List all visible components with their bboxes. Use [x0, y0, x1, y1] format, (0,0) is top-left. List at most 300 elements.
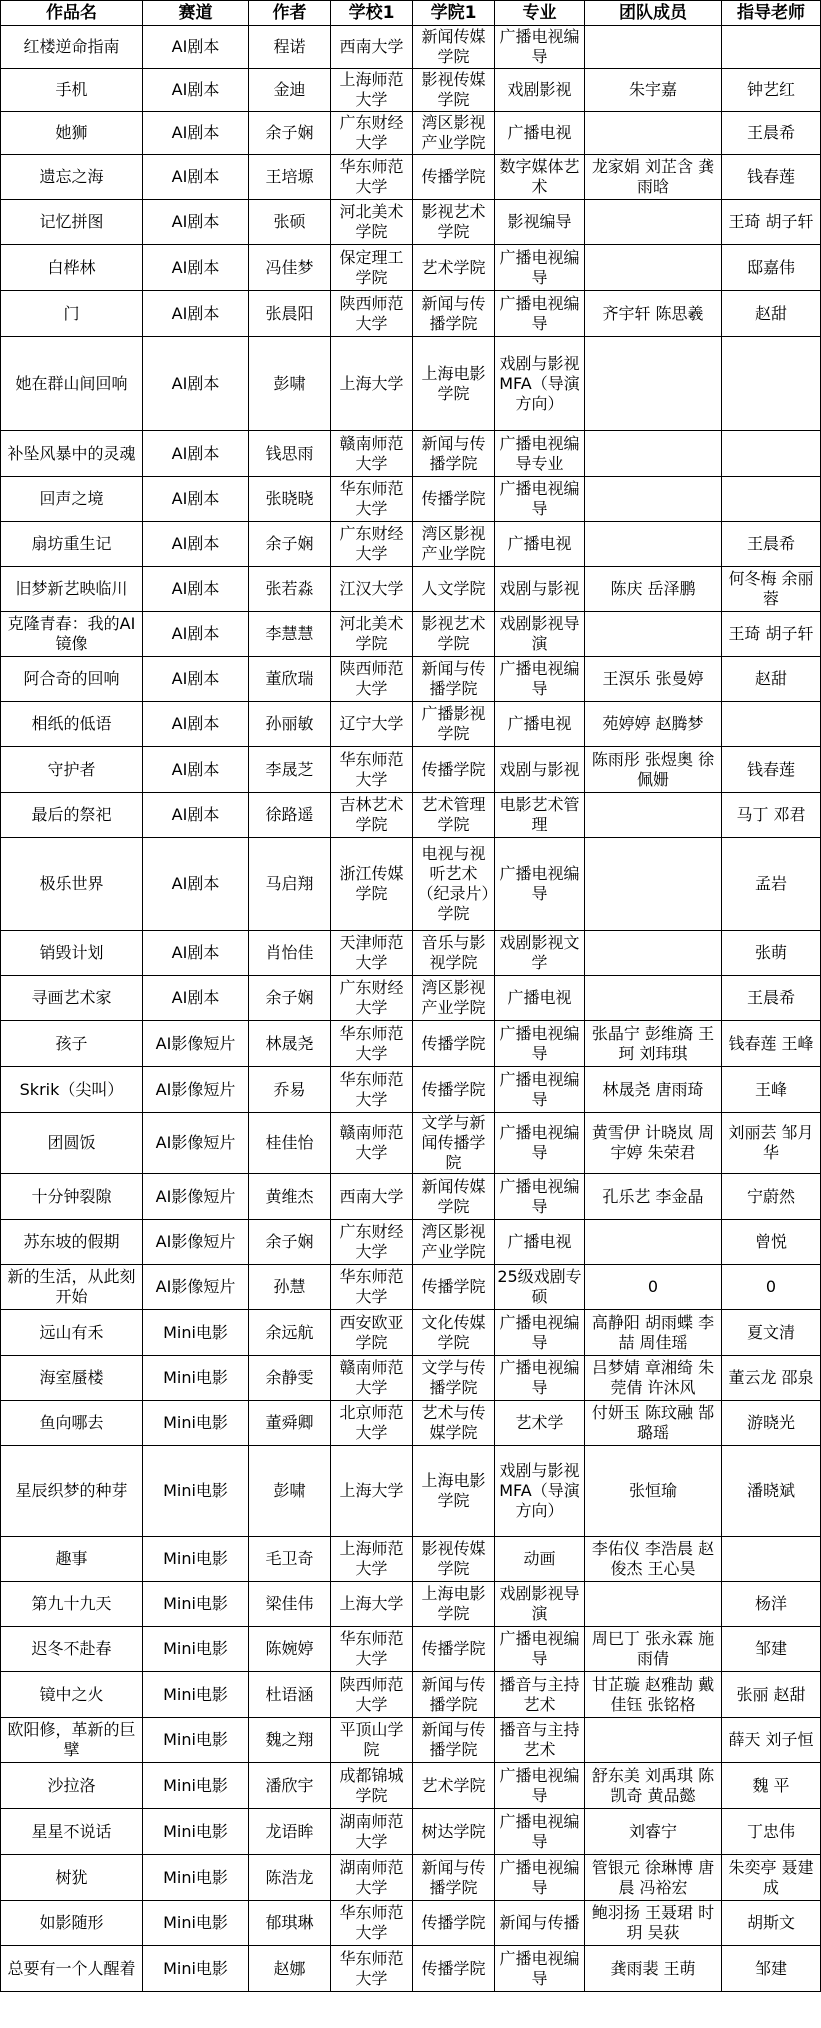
cell-college: 艺术管理学院 — [413, 793, 495, 838]
table-row — [1, 522, 821, 567]
table-row — [1, 702, 821, 747]
cell-school: 广东财经大学 — [331, 112, 413, 155]
cell-major: 广播电视编导 — [495, 1809, 585, 1855]
cell-college: 树达学院 — [413, 1809, 495, 1855]
cell-title: 总要有一个人醒着 — [1, 1946, 143, 1992]
cell-title: 第九十九天 — [1, 1582, 143, 1627]
cell-track: AI剧本 — [143, 838, 249, 931]
table-row — [1, 1718, 821, 1763]
cell-college: 新闻传媒学院 — [413, 1174, 495, 1220]
cell-major: 广播电视编导 — [495, 26, 585, 69]
cell-track: AI剧本 — [143, 112, 249, 155]
cell-author: 彭啸 — [249, 337, 331, 431]
cell-school: 浙江传媒学院 — [331, 838, 413, 931]
cell-advisor: 邸嘉伟 — [722, 245, 821, 291]
cell-college: 传播学院 — [413, 1265, 495, 1310]
cell-school: 北京师范大学 — [331, 1401, 413, 1446]
cell-team — [585, 1582, 722, 1627]
cell-college: 传播学院 — [413, 1067, 495, 1113]
cell-college: 传播学院 — [413, 155, 495, 200]
table-row — [1, 431, 821, 477]
cell-team: 鲍羽扬 王聂珺 时玥 吴荻 — [585, 1901, 722, 1946]
cell-track: AI剧本 — [143, 976, 249, 1021]
table-row — [1, 1763, 821, 1809]
cell-college: 影视艺术学院 — [413, 200, 495, 245]
cell-author: 余子娴 — [249, 1220, 331, 1265]
cell-school: 陕西师范大学 — [331, 291, 413, 337]
cell-author: 张晓晓 — [249, 477, 331, 522]
cell-major: 戏剧与影视 — [495, 747, 585, 793]
cell-title: 门 — [1, 291, 143, 337]
cell-author: 余子娴 — [249, 112, 331, 155]
table-row — [1, 1401, 821, 1446]
cell-title: 孩子 — [1, 1021, 143, 1067]
cell-track: AI剧本 — [143, 291, 249, 337]
table-row — [1, 477, 821, 522]
cell-track: AI剧本 — [143, 431, 249, 477]
cell-title: 白桦林 — [1, 245, 143, 291]
table-row — [1, 976, 821, 1021]
cell-advisor: 钱春莲 — [722, 747, 821, 793]
cell-school: 上海大学 — [331, 1446, 413, 1537]
cell-college: 新闻与传播学院 — [413, 1672, 495, 1718]
cell-college: 传播学院 — [413, 1946, 495, 1992]
cell-title: 克隆青春：我的AI镜像 — [1, 612, 143, 657]
cell-school: 赣南师范大学 — [331, 1113, 413, 1174]
cell-college: 艺术学院 — [413, 245, 495, 291]
cell-track: Mini电影 — [143, 1401, 249, 1446]
cell-college: 新闻与传播学院 — [413, 291, 495, 337]
cell-school: 成都锦城学院 — [331, 1763, 413, 1809]
table-row — [1, 155, 821, 200]
cell-advisor — [722, 337, 821, 431]
cell-school: 华东师范大学 — [331, 747, 413, 793]
table-row — [1, 657, 821, 702]
cell-author: 张若淼 — [249, 567, 331, 612]
cell-major: 广播电视 — [495, 522, 585, 567]
cell-college: 影视传媒学院 — [413, 69, 495, 112]
cell-major: 新闻与传播 — [495, 1901, 585, 1946]
cell-advisor: 夏文清 — [722, 1310, 821, 1356]
cell-title: 沙拉洛 — [1, 1763, 143, 1809]
cell-title: 苏东坡的假期 — [1, 1220, 143, 1265]
cell-major: 广播电视编导 — [495, 1946, 585, 1992]
cell-major: 广播电视编导 — [495, 1627, 585, 1672]
cell-major: 广播电视 — [495, 976, 585, 1021]
cell-major: 广播电视 — [495, 112, 585, 155]
cell-school: 陕西师范大学 — [331, 1672, 413, 1718]
cell-track: Mini电影 — [143, 1763, 249, 1809]
header-row — [1, 1, 821, 26]
cell-title: 扇坊重生记 — [1, 522, 143, 567]
cell-advisor: 董云龙 邵泉 — [722, 1356, 821, 1401]
cell-title: 补坠风暴中的灵魂 — [1, 431, 143, 477]
cell-advisor: 王琦 胡子轩 — [722, 612, 821, 657]
cell-author: 钱思雨 — [249, 431, 331, 477]
table-row — [1, 567, 821, 612]
cell-college: 新闻传媒学院 — [413, 26, 495, 69]
header-college: 学院1 — [413, 1, 495, 26]
cell-college: 人文学院 — [413, 567, 495, 612]
cell-track: AI剧本 — [143, 702, 249, 747]
table-row — [1, 747, 821, 793]
table-row — [1, 1021, 821, 1067]
cell-title: 远山有禾 — [1, 1310, 143, 1356]
cell-title: 趣事 — [1, 1537, 143, 1582]
cell-author: 陈浩龙 — [249, 1855, 331, 1901]
cell-school: 保定理工学院 — [331, 245, 413, 291]
cell-school: 上海大学 — [331, 337, 413, 431]
cell-team — [585, 200, 722, 245]
cell-team — [585, 612, 722, 657]
cell-major: 广播电视编导 — [495, 1113, 585, 1174]
cell-title: 欧阳修，革新的巨擘 — [1, 1718, 143, 1763]
cell-track: AI剧本 — [143, 793, 249, 838]
cell-title: 旧梦新艺映临川 — [1, 567, 143, 612]
cell-college: 传播学院 — [413, 1627, 495, 1672]
cell-major: 广播电视编导 — [495, 291, 585, 337]
cell-advisor: 宁蔚然 — [722, 1174, 821, 1220]
cell-major: 戏剧影视导演 — [495, 1582, 585, 1627]
cell-author: 马启翔 — [249, 838, 331, 931]
cell-major: 数字媒体艺术 — [495, 155, 585, 200]
cell-advisor: 王晨希 — [722, 112, 821, 155]
cell-title: 手机 — [1, 69, 143, 112]
cell-track: AI剧本 — [143, 931, 249, 976]
cell-track: AI影像短片 — [143, 1174, 249, 1220]
cell-author: 张硕 — [249, 200, 331, 245]
table-row — [1, 112, 821, 155]
cell-school: 华东师范大学 — [331, 155, 413, 200]
cell-college: 传播学院 — [413, 477, 495, 522]
cell-advisor — [722, 702, 821, 747]
header-title: 作品名 — [1, 1, 143, 26]
cell-title: 阿合奇的回响 — [1, 657, 143, 702]
cell-track: AI剧本 — [143, 477, 249, 522]
cell-title: 镜中之火 — [1, 1672, 143, 1718]
cell-major: 广播电视编导 — [495, 1067, 585, 1113]
cell-advisor: 钟艺红 — [722, 69, 821, 112]
cell-team: 张晶宁 彭维旖 王珂 刘玮琪 — [585, 1021, 722, 1067]
cell-track: Mini电影 — [143, 1718, 249, 1763]
table-row — [1, 612, 821, 657]
cell-title: 树犹 — [1, 1855, 143, 1901]
cell-school: 广东财经大学 — [331, 522, 413, 567]
cell-title: 寻画艺术家 — [1, 976, 143, 1021]
table-row — [1, 838, 821, 931]
cell-title: 十分钟裂隙 — [1, 1174, 143, 1220]
cell-advisor: 邹建 — [722, 1627, 821, 1672]
cell-title: Skrik（尖叫） — [1, 1067, 143, 1113]
cell-college: 新闻与传播学院 — [413, 1855, 495, 1901]
table-row — [1, 337, 821, 431]
cell-major: 广播电视编导专业 — [495, 431, 585, 477]
table-row — [1, 1265, 821, 1310]
cell-college: 电视与视听艺术（纪录片）学院 — [413, 838, 495, 931]
cell-school: 西南大学 — [331, 1174, 413, 1220]
cell-advisor: 游晓光 — [722, 1401, 821, 1446]
cell-author: 潘欣宇 — [249, 1763, 331, 1809]
cell-major: 影视编导 — [495, 200, 585, 245]
cell-title: 海室蜃楼 — [1, 1356, 143, 1401]
cell-track: AI影像短片 — [143, 1021, 249, 1067]
cell-track: AI剧本 — [143, 69, 249, 112]
cell-track: Mini电影 — [143, 1582, 249, 1627]
cell-track: AI剧本 — [143, 200, 249, 245]
cell-school: 陕西师范大学 — [331, 657, 413, 702]
cell-team: 付妍玉 陈玟融 郜璐瑶 — [585, 1401, 722, 1446]
cell-author: 金迪 — [249, 69, 331, 112]
cell-advisor: 刘丽芸 邹月华 — [722, 1113, 821, 1174]
cell-team: 陈庆 岳泽鹏 — [585, 567, 722, 612]
cell-major: 广播电视编导 — [495, 245, 585, 291]
cell-author: 李晟芝 — [249, 747, 331, 793]
cell-college: 传播学院 — [413, 1901, 495, 1946]
cell-author: 徐路遥 — [249, 793, 331, 838]
cell-college: 湾区影视产业学院 — [413, 112, 495, 155]
cell-track: Mini电影 — [143, 1446, 249, 1537]
cell-title: 鱼向哪去 — [1, 1401, 143, 1446]
cell-school: 辽宁大学 — [331, 702, 413, 747]
cell-team — [585, 976, 722, 1021]
cell-author: 赵娜 — [249, 1946, 331, 1992]
cell-school: 湖南师范大学 — [331, 1855, 413, 1901]
cell-school: 广东财经大学 — [331, 976, 413, 1021]
cell-title: 最后的祭祀 — [1, 793, 143, 838]
cell-college: 艺术与传媒学院 — [413, 1401, 495, 1446]
cell-school: 华东师范大学 — [331, 1067, 413, 1113]
cell-author: 桂佳怡 — [249, 1113, 331, 1174]
cell-advisor: 赵甜 — [722, 291, 821, 337]
cell-team: 甘芷璇 赵雅劼 戴佳钰 张铭格 — [585, 1672, 722, 1718]
cell-college: 上海电影学院 — [413, 1446, 495, 1537]
header-author: 作者 — [249, 1, 331, 26]
cell-major: 广播电视 — [495, 1220, 585, 1265]
cell-track: Mini电影 — [143, 1356, 249, 1401]
cell-team: 齐宇轩 陈思羲 — [585, 291, 722, 337]
cell-college: 上海电影学院 — [413, 1582, 495, 1627]
cell-title: 记忆拼图 — [1, 200, 143, 245]
cell-school: 上海大学 — [331, 1582, 413, 1627]
cell-college: 新闻与传播学院 — [413, 431, 495, 477]
cell-track: AI剧本 — [143, 747, 249, 793]
cell-college: 传播学院 — [413, 1021, 495, 1067]
cell-major: 广播电视 — [495, 702, 585, 747]
cell-college: 湾区影视产业学院 — [413, 976, 495, 1021]
cell-major: 广播电视编导 — [495, 477, 585, 522]
cell-college: 广播影视学院 — [413, 702, 495, 747]
cell-author: 董舜卿 — [249, 1401, 331, 1446]
cell-advisor: 朱奕亭 聂建成 — [722, 1855, 821, 1901]
cell-track: AI剧本 — [143, 245, 249, 291]
header-track: 赛道 — [143, 1, 249, 26]
cell-title: 迟冬不赴春 — [1, 1627, 143, 1672]
cell-track: AI剧本 — [143, 337, 249, 431]
cell-college: 文化传媒学院 — [413, 1310, 495, 1356]
cell-advisor: 胡斯文 — [722, 1901, 821, 1946]
cell-track: AI剧本 — [143, 26, 249, 69]
cell-author: 余子娴 — [249, 976, 331, 1021]
cell-title: 星星不说话 — [1, 1809, 143, 1855]
cell-advisor: 潘晓斌 — [722, 1446, 821, 1537]
cell-title: 相纸的低语 — [1, 702, 143, 747]
header-team: 团队成员 — [585, 1, 722, 26]
cell-advisor: 张萌 — [722, 931, 821, 976]
cell-advisor — [722, 477, 821, 522]
cell-major: 广播电视编导 — [495, 657, 585, 702]
cell-track: AI剧本 — [143, 155, 249, 200]
table-row — [1, 1627, 821, 1672]
cell-author: 余远航 — [249, 1310, 331, 1356]
cell-college: 文学与新闻传播学院 — [413, 1113, 495, 1174]
table-row — [1, 1067, 821, 1113]
cell-author: 毛卫奇 — [249, 1537, 331, 1582]
cell-title: 极乐世界 — [1, 838, 143, 931]
cell-major: 艺术学 — [495, 1401, 585, 1446]
cell-team: 周巳丁 张永霖 施雨倩 — [585, 1627, 722, 1672]
cell-author: 魏之翔 — [249, 1718, 331, 1763]
cell-team — [585, 112, 722, 155]
cell-title: 她狮 — [1, 112, 143, 155]
cell-track: AI影像短片 — [143, 1067, 249, 1113]
cell-major: 25级戏剧专硕 — [495, 1265, 585, 1310]
cell-advisor: 张丽 赵甜 — [722, 1672, 821, 1718]
table-row — [1, 1855, 821, 1901]
cell-author: 彭啸 — [249, 1446, 331, 1537]
cell-advisor — [722, 26, 821, 69]
cell-advisor: 邹建 — [722, 1946, 821, 1992]
cell-track: Mini电影 — [143, 1627, 249, 1672]
cell-team — [585, 1220, 722, 1265]
table-row — [1, 1113, 821, 1174]
table-row — [1, 793, 821, 838]
cell-school: 赣南师范大学 — [331, 431, 413, 477]
cell-track: AI剧本 — [143, 657, 249, 702]
cell-team — [585, 1718, 722, 1763]
cell-author: 王培塬 — [249, 155, 331, 200]
cell-track: Mini电影 — [143, 1672, 249, 1718]
cell-team — [585, 477, 722, 522]
cell-advisor: 杨洋 — [722, 1582, 821, 1627]
cell-track: Mini电影 — [143, 1855, 249, 1901]
cell-major: 广播电视编导 — [495, 1021, 585, 1067]
cell-track: AI剧本 — [143, 522, 249, 567]
cell-advisor: 王峰 — [722, 1067, 821, 1113]
cell-team — [585, 838, 722, 931]
cell-title: 回声之境 — [1, 477, 143, 522]
cell-school: 华东师范大学 — [331, 477, 413, 522]
cell-team: 孔乐艺 李金晶 — [585, 1174, 722, 1220]
cell-team: 高静阳 胡雨蝶 李喆 周佳瑶 — [585, 1310, 722, 1356]
cell-title: 星辰织梦的种芽 — [1, 1446, 143, 1537]
cell-college: 湾区影视产业学院 — [413, 522, 495, 567]
cell-major: 戏剧影视文学 — [495, 931, 585, 976]
cell-school: 上海师范大学 — [331, 69, 413, 112]
cell-advisor — [722, 431, 821, 477]
cell-school: 上海师范大学 — [331, 1537, 413, 1582]
cell-team: 林晟尧 唐雨琦 — [585, 1067, 722, 1113]
cell-author: 孙慧 — [249, 1265, 331, 1310]
cell-author: 林晟尧 — [249, 1021, 331, 1067]
cell-team — [585, 431, 722, 477]
table-row — [1, 26, 821, 69]
cell-team: 舒东美 刘禹琪 陈凯奇 黄品懿 — [585, 1763, 722, 1809]
cell-team: 张恒瑜 — [585, 1446, 722, 1537]
table-row — [1, 1356, 821, 1401]
cell-school: 河北美术学院 — [331, 200, 413, 245]
cell-author: 张晨阳 — [249, 291, 331, 337]
cell-advisor: 魏 平 — [722, 1763, 821, 1809]
cell-major: 戏剧与影视MFA（导演方向） — [495, 1446, 585, 1537]
cell-advisor: 钱春莲 王峰 — [722, 1021, 821, 1067]
cell-major: 戏剧与影视MFA（导演方向） — [495, 337, 585, 431]
cell-team: 苑婷婷 赵腾梦 — [585, 702, 722, 747]
cell-track: Mini电影 — [143, 1946, 249, 1992]
cell-school: 赣南师范大学 — [331, 1356, 413, 1401]
cell-track: AI影像短片 — [143, 1113, 249, 1174]
table-row — [1, 1220, 821, 1265]
cell-author: 李慧慧 — [249, 612, 331, 657]
table-body — [1, 26, 821, 1992]
cell-track: AI剧本 — [143, 612, 249, 657]
cell-author: 余静雯 — [249, 1356, 331, 1401]
cell-advisor: 何冬梅 余丽蓉 — [722, 567, 821, 612]
cell-author: 杜语涵 — [249, 1672, 331, 1718]
table-row — [1, 69, 821, 112]
cell-advisor: 曾悦 — [722, 1220, 821, 1265]
cell-track: AI影像短片 — [143, 1265, 249, 1310]
cell-team: 陈雨彤 张煜奥 徐佩姗 — [585, 747, 722, 793]
cell-school: 华东师范大学 — [331, 1627, 413, 1672]
cell-team — [585, 931, 722, 976]
cell-team: 王溟乐 张曼婷 — [585, 657, 722, 702]
cell-college: 上海电影学院 — [413, 337, 495, 431]
cell-track: AI剧本 — [143, 567, 249, 612]
cell-school: 西安欧亚学院 — [331, 1310, 413, 1356]
cell-team: 0 — [585, 1265, 722, 1310]
cell-school: 西南大学 — [331, 26, 413, 69]
cell-school: 平顶山学院 — [331, 1718, 413, 1763]
cell-major: 戏剧与影视 — [495, 567, 585, 612]
cell-college: 传播学院 — [413, 747, 495, 793]
cell-major: 广播电视编导 — [495, 1356, 585, 1401]
cell-major: 播音与主持艺术 — [495, 1718, 585, 1763]
header-advisor: 指导老师 — [722, 1, 821, 26]
cell-track: Mini电影 — [143, 1310, 249, 1356]
cell-school: 华东师范大学 — [331, 1901, 413, 1946]
cell-school: 华东师范大学 — [331, 1265, 413, 1310]
cell-team — [585, 245, 722, 291]
cell-title: 新的生活，从此刻开始 — [1, 1265, 143, 1310]
cell-author: 黄维杰 — [249, 1174, 331, 1220]
cell-advisor: 钱春莲 — [722, 155, 821, 200]
cell-school: 湖南师范大学 — [331, 1809, 413, 1855]
cell-track: Mini电影 — [143, 1901, 249, 1946]
cell-team: 刘睿宁 — [585, 1809, 722, 1855]
cell-author: 乔易 — [249, 1067, 331, 1113]
cell-team: 吕梦婧 章湘绮 朱莞倩 许沐风 — [585, 1356, 722, 1401]
table-row — [1, 1174, 821, 1220]
cell-major: 广播电视编导 — [495, 838, 585, 931]
cell-advisor — [722, 1537, 821, 1582]
table-row — [1, 1582, 821, 1627]
table-row — [1, 931, 821, 976]
cell-advisor: 丁忠伟 — [722, 1809, 821, 1855]
cell-college: 艺术学院 — [413, 1763, 495, 1809]
cell-major: 广播电视编导 — [495, 1763, 585, 1809]
cell-team — [585, 26, 722, 69]
cell-college: 湾区影视产业学院 — [413, 1220, 495, 1265]
